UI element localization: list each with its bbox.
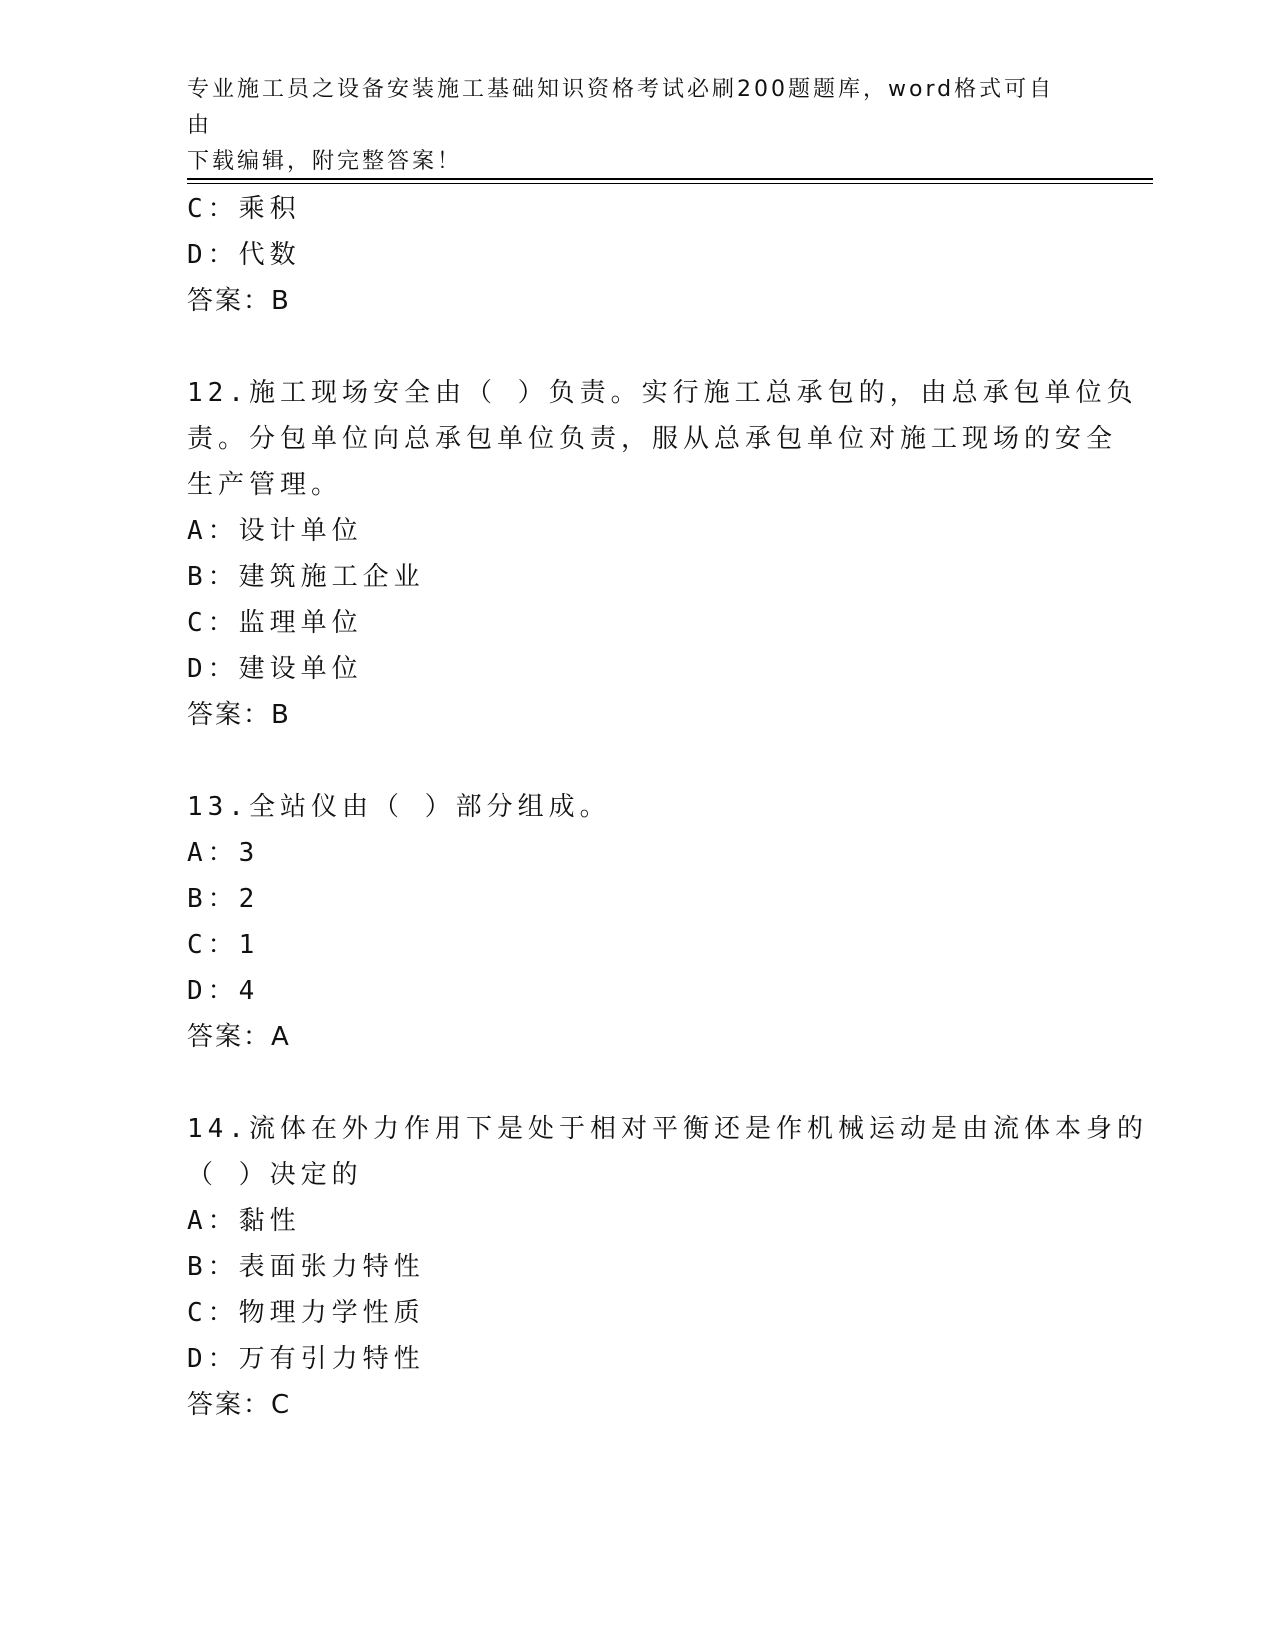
question-list — [187, 186, 1148, 1428]
question-12 — [187, 370, 1138, 738]
header-rule-thick — [187, 178, 1153, 180]
option-d: D：万有引力特性 — [187, 1344, 425, 1374]
option-c: C：监理单位 — [187, 608, 363, 638]
stem-line: 12.施工现场安全由（ ）负责。实行施工总承包的，由总承包单位负 — [187, 378, 1138, 408]
answer-line: 答案：A — [187, 1022, 291, 1052]
stem-line: 13.全站仪由（ ）部分组成。 — [187, 792, 611, 822]
answer-line: 答案：B — [187, 700, 291, 730]
stem-line: 14.流体在外力作用下是处于相对平衡还是作机械运动是由流体本身的 — [187, 1114, 1148, 1144]
question-stem — [187, 370, 1138, 508]
answer-line: 答案：B — [187, 286, 291, 316]
stem-line: （ ）决定的 — [187, 1160, 363, 1190]
option-a: A：3 — [187, 838, 260, 868]
option-c: C：1 — [187, 930, 260, 960]
option-d: D：建设单位 — [187, 654, 363, 684]
option-b: B：表面张力特性 — [187, 1252, 425, 1282]
spacer — [187, 1060, 1087, 1106]
header-rule-thin — [187, 183, 1153, 184]
option-a: A：设计单位 — [187, 516, 363, 546]
option-c: C：物理力学性质 — [187, 1298, 425, 1328]
question-stem — [187, 1106, 1148, 1198]
spacer — [187, 738, 1087, 784]
stem-line: 生产管理。 — [187, 470, 343, 500]
question-stem — [187, 784, 1087, 830]
option-d: D：4 — [187, 976, 260, 1006]
question-11-fragment — [187, 186, 1087, 324]
option-b: B：建筑施工企业 — [187, 562, 425, 592]
document-header — [187, 72, 1067, 180]
option-b: B：2 — [187, 884, 260, 914]
option-a: A：黏性 — [187, 1206, 301, 1236]
question-14 — [187, 1106, 1148, 1428]
spacer — [187, 324, 1087, 370]
option-c: C：乘积 — [187, 194, 301, 224]
answer-line: 答案：C — [187, 1390, 292, 1420]
header-title-line-1: 专业施工员之设备安装施工基础知识资格考试必刷200题题库，word格式可自由 — [187, 77, 1055, 138]
question-13 — [187, 784, 1087, 1060]
stem-line: 责。分包单位向总承包单位负责，服从总承包单位对施工现场的安全 — [187, 424, 1118, 454]
header-title-line-2: 下载编辑，附完整答案！ — [187, 149, 463, 174]
option-d: D：代数 — [187, 240, 301, 270]
